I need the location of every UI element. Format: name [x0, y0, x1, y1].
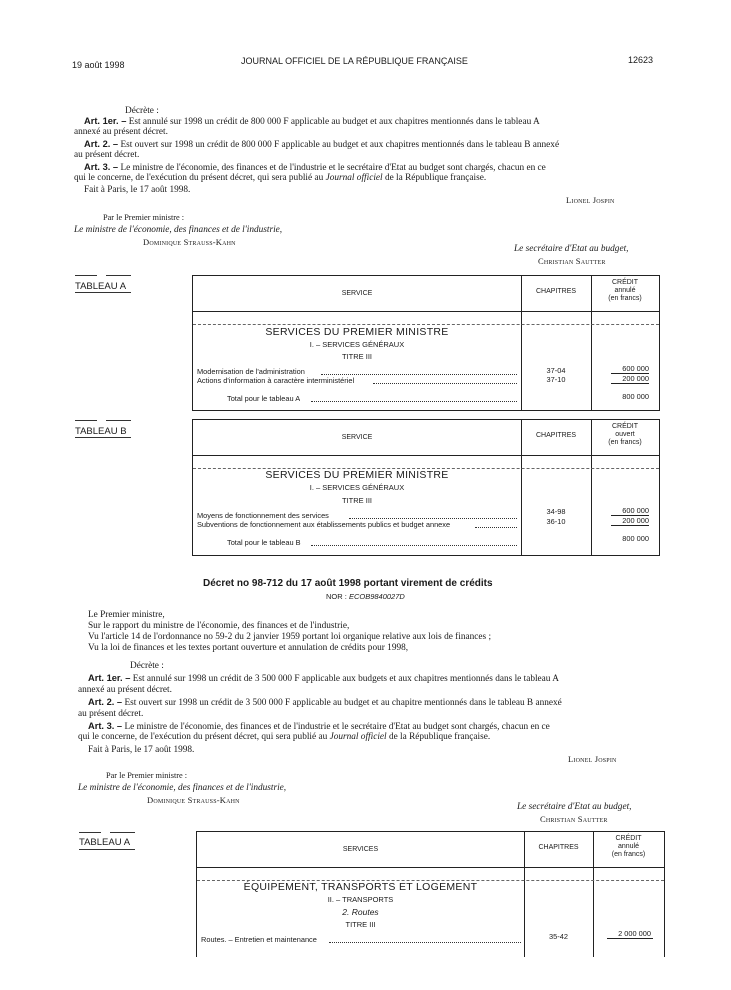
secretaire-title: Le secrétaire d'Etat au budget, — [514, 244, 629, 254]
article-3-cont — [74, 173, 486, 184]
table-row-amount: 200 000 — [622, 374, 649, 383]
secretaire-name: Christian Sautter — [540, 814, 608, 824]
nor-value: ECOB9840027D — [348, 592, 405, 601]
table-row-amount: 600 000 — [622, 506, 649, 515]
tableau-b-label: TABLEAU B — [75, 426, 127, 437]
col-service: SERVICE — [341, 434, 373, 441]
tableau-a-2 — [196, 831, 665, 957]
col-chapitres: CHAPITRES — [535, 288, 577, 295]
leader-dots — [349, 518, 517, 519]
section-title: I. – SERVICES GÉNÉRAUX — [309, 483, 405, 492]
decrete-2: Décrète : — [130, 661, 164, 671]
col-credit-l2: ouvert — [615, 431, 635, 438]
secretaire-title: Le secrétaire d'Etat au budget, — [517, 802, 632, 812]
col-credit-l2: annulé — [614, 287, 636, 294]
leader-dots — [321, 374, 517, 375]
rule — [611, 383, 649, 384]
ministry-title: SERVICES DU PREMIER MINISTRE — [265, 469, 449, 481]
vu-loi: Vu la loi de finances et les textes portant ouverture et annulation de crédits pour 1998, — [88, 643, 409, 653]
leader-dots — [475, 527, 517, 528]
table-row-chapitre: 34-98 — [546, 507, 566, 516]
col-credit — [593, 835, 664, 859]
total-amount: 800 000 — [622, 534, 649, 543]
col-credit — [591, 423, 659, 447]
table-row-amount: 200 000 — [622, 516, 649, 525]
header-divider — [193, 455, 659, 456]
decree-2-title: Décret no 98-712 du 17 août 1998 portant virement de crédits — [203, 578, 493, 589]
col-credit-l1: CRÉDIT — [611, 279, 639, 286]
article-1 — [88, 673, 559, 685]
column-divider — [521, 420, 522, 555]
par-premier-ministre: Par le Premier ministre : — [103, 213, 185, 222]
ministry-title: ÉQUIPEMENT, TRANSPORTS ET LOGEMENT — [243, 881, 478, 893]
leader-dots — [329, 942, 521, 943]
col-credit-l2: annulé — [617, 843, 640, 850]
header-date: 19 août 1998 — [72, 60, 125, 70]
article-3-cont — [78, 732, 490, 743]
table-row-label: Moyens de fonctionnement des services — [197, 511, 329, 520]
article-1-text: Est annulé sur 1998 un crédit de 800 000 F applicable au budget et aux chapitres mentionnés dans le tableau A — [128, 117, 540, 127]
rule — [110, 832, 135, 833]
signer: Lionel Jospin — [566, 195, 615, 205]
titre: TITRE III — [342, 352, 372, 361]
tableau-b — [192, 419, 660, 556]
subsection-title: 2. Routes — [342, 907, 379, 917]
col-credit-l3: (en francs) — [608, 295, 642, 302]
tableau-a-label: TABLEAU A — [75, 281, 127, 292]
table-row-chapitre: 36-10 — [546, 517, 566, 526]
ministry-title: SERVICES DU PREMIER MINISTRE — [265, 326, 449, 338]
table-row-chapitre: 37-04 — [546, 366, 566, 375]
decrete-1: Décrète : — [125, 106, 159, 116]
article-3-label: Art. 3. – — [84, 162, 119, 172]
rule — [106, 420, 131, 421]
article-3-cont-a: qui le concerne, de l'exécution du présent décret, qui sera publié au — [74, 173, 324, 183]
article-1-text: Est annulé sur 1998 un crédit de 3 500 000 F applicable aux budgets et aux chapitres mentionnés dans le tableau A — [132, 674, 559, 684]
col-service: SERVICE — [341, 290, 373, 297]
header-page-number: 12623 — [628, 55, 654, 65]
sur-le-rapport: Sur le rapport du ministre de l'économie, des finances et de l'industrie, — [88, 621, 350, 631]
par-premier-ministre: Par le Premier ministre : — [106, 771, 188, 780]
header-divider — [193, 311, 659, 312]
section-title: I. – SERVICES GÉNÉRAUX — [309, 340, 405, 349]
rule — [75, 420, 97, 421]
article-1-label: Art. 1er. – — [88, 673, 131, 683]
rule — [79, 849, 135, 850]
fait-a-paris: Fait à Paris, le 17 août 1998. — [84, 185, 191, 195]
leader-dots — [373, 383, 517, 384]
section-title: II. – TRANSPORTS — [327, 895, 394, 904]
total-amount: 800 000 — [622, 392, 649, 401]
col-chapitres: CHAPITRES — [538, 844, 579, 851]
rule — [607, 938, 653, 939]
ministre-name: Dominique Strauss-Kahn — [143, 237, 236, 247]
article-2-text: Est ouvert sur 1998 un crédit de 3 500 000 F applicable au budget et au chapitre mentionnés dans le tableau B annexé — [124, 698, 562, 708]
nor-label: NOR : — [326, 592, 347, 601]
article-3-text: Le ministre de l'économie, des finances et de l'industrie et le secrétaire d'Etat au budget sont chargés, chacun en ce — [120, 163, 546, 173]
table-row-label: Subventions de fonctionnement aux établissements publics et budget annexe — [197, 520, 451, 529]
article-1-cont: annexé au présent décret. — [74, 127, 168, 137]
col-chapitres: CHAPITRES — [535, 432, 577, 439]
nor — [326, 592, 405, 601]
tableau-a — [192, 275, 660, 411]
article-2-label: Art. 2. – — [84, 139, 119, 149]
secretaire-name: Christian Sautter — [538, 256, 606, 266]
tableau-a-2-label: TABLEAU A — [79, 837, 131, 848]
rule — [79, 832, 101, 833]
table-row-label: Routes. – Entretien et maintenance — [201, 935, 317, 944]
leader-dots — [311, 401, 517, 402]
rule — [75, 437, 131, 438]
table-row-label: Actions d'information à caractère interministériel — [197, 376, 355, 385]
col-credit-l1: CRÉDIT — [615, 835, 642, 842]
table-row-label: Modernisation de l'administration — [197, 367, 305, 376]
article-2 — [84, 139, 559, 151]
article-2 — [88, 697, 562, 709]
article-3-cont-a: qui le concerne, de l'exécution du présent décret, qui sera publié au — [78, 732, 328, 742]
vu-article: Vu l'article 14 de l'ordonnance no 59-2 du 2 janvier 1959 portant loi organique relative aux lois de finances ; — [88, 632, 492, 642]
col-services: SERVICES — [342, 846, 379, 853]
header-divider — [197, 867, 664, 868]
header-journal-title: JOURNAL OFFICIEL DE LA RÉPUBLIQUE FRANÇAISE — [241, 56, 468, 66]
col-credit-l3: (en francs) — [611, 851, 646, 858]
col-credit-l1: CRÉDIT — [611, 423, 639, 430]
journal-officiel: Journal officiel — [325, 173, 383, 183]
premier-ministre: Le Premier ministre, — [88, 610, 165, 620]
dashed-divider — [193, 324, 659, 325]
col-credit — [591, 279, 659, 303]
titre: TITRE III — [342, 496, 372, 505]
article-2-label: Art. 2. – — [88, 697, 123, 707]
article-2-cont: au présent décret. — [74, 150, 140, 160]
rule — [611, 525, 649, 526]
col-credit-l3: (en francs) — [608, 439, 642, 446]
article-3-text: Le ministre de l'économie, des finances et de l'industrie et le secrétaire d'Etat au budget sont chargés, chacun en ce — [124, 722, 550, 732]
ministre-name: Dominique Strauss-Kahn — [147, 795, 240, 805]
signer: Lionel Jospin — [568, 754, 617, 764]
table-row-chapitre: 37-10 — [546, 375, 566, 384]
article-3-cont-c: de la République française. — [388, 732, 491, 742]
rule — [106, 275, 131, 276]
rule — [75, 292, 131, 293]
journal-officiel: Journal officiel — [329, 732, 387, 742]
article-2-cont: au présent décret. — [78, 709, 144, 719]
total-label: Total pour le tableau B — [227, 538, 301, 547]
article-3-label: Art. 3. – — [88, 721, 123, 731]
ministre-title: Le ministre de l'économie, des finances et de l'industrie, — [74, 225, 283, 235]
table-row-amount: 600 000 — [622, 364, 649, 373]
fait-a-paris: Fait à Paris, le 17 août 1998. — [88, 745, 195, 755]
article-3-cont-c: de la République française. — [384, 173, 487, 183]
table-row-amount: 2 000 000 — [618, 929, 651, 938]
article-1-label: Art. 1er. – — [84, 116, 127, 126]
leader-dots — [311, 545, 517, 546]
article-1-cont: annexé au présent décret. — [78, 685, 172, 695]
ministre-title: Le ministre de l'économie, des finances et de l'industrie, — [78, 783, 287, 793]
total-label: Total pour le tableau A — [227, 394, 301, 403]
rule — [75, 275, 97, 276]
column-divider — [521, 276, 522, 410]
table-row-chapitre: 35-42 — [549, 932, 568, 941]
article-2-text: Est ouvert sur 1998 un crédit de 800 000 F applicable au budget et aux chapitres mentionnés dans le tableau B annexé — [120, 140, 560, 150]
titre: TITRE III — [345, 920, 376, 929]
